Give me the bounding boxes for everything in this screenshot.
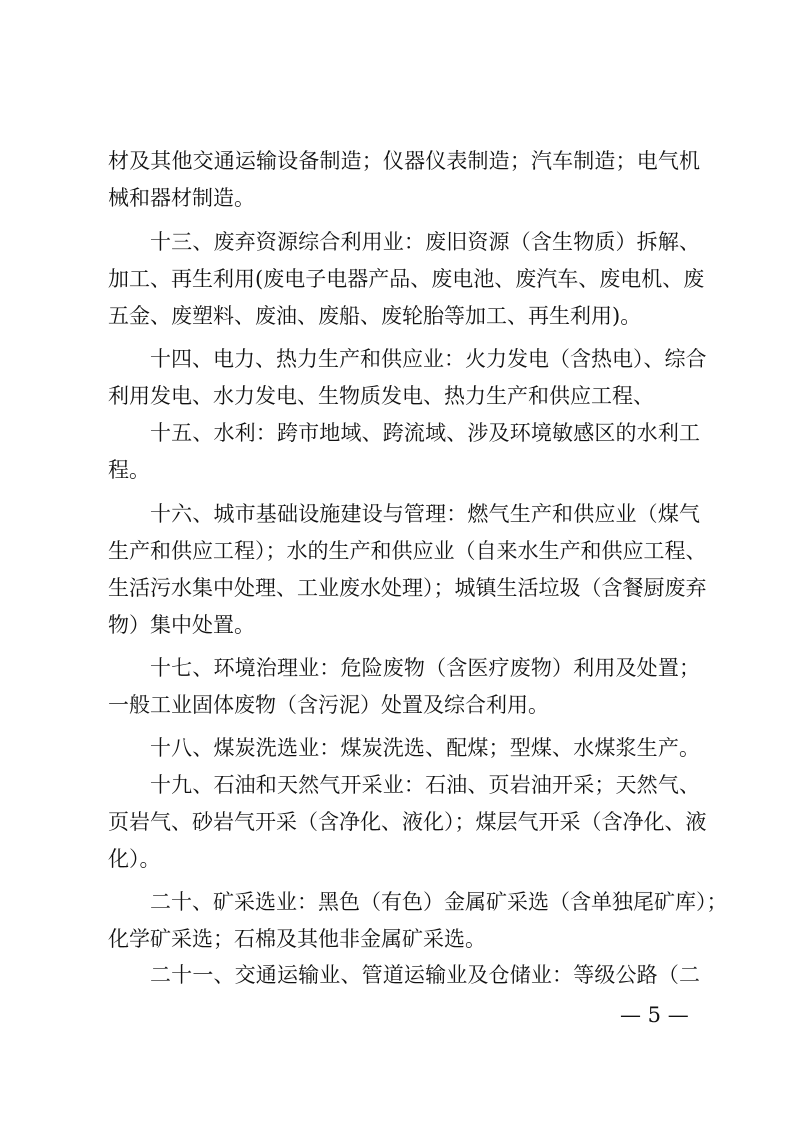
- text-line: 利用发电、水力发电、生物质发电、热力生产和供应工程、: [108, 384, 654, 408]
- text-line: 生活污水集中处理、工业废水处理）；城镇生活垃圾（含餐厨废弃: [108, 576, 707, 600]
- text-line: 十四、电力、热力生产和供应业：火力发电（含热电）、综合: [150, 347, 707, 371]
- text-line: 一般工业固体废物（含污泥）处置及综合利用。: [108, 693, 549, 717]
- text-line: 材及其他交通运输设备制造；仪器仪表制造；汽车制造；电气机: [108, 149, 700, 173]
- text-line: 十五、水利：跨市地域、跨流域、涉及环境敏感区的水利工: [150, 421, 700, 445]
- text-line: 十六、城市基础设施建设与管理：燃气生产和供应业（煤气: [150, 502, 700, 526]
- text-line: 化学矿采选；石棉及其他非金属矿采选。: [108, 927, 486, 951]
- text-line: 加工、再生利用(废电子电器产品、废电池、废汽车、废电机、废: [108, 267, 705, 291]
- text-line: 十七、环境治理业：危险废物（含医疗废物）利用及处置；: [150, 656, 700, 680]
- text-line: 械和器材制造。: [108, 186, 255, 210]
- text-line: 页岩气、砂岩气开采（含净化、液化）；煤层气开采（含净化、液: [108, 810, 707, 834]
- text-line: 五金、废塑料、废油、废船、废轮胎等加工、再生利用)。: [108, 304, 642, 328]
- text-line: 程。: [108, 458, 150, 482]
- text-line: 十八、煤炭洗选业：煤炭洗选、配煤；型煤、水煤浆生产。: [150, 736, 700, 760]
- text-line: 十九、石油和天然气开采业：石油、页岩油开采；天然气、: [150, 773, 700, 797]
- text-line: 二十一、交通运输业、管道运输业及仓储业：等级公路（二: [150, 963, 700, 987]
- text-line: 二十、矿采选业：黑色（有色）金属矿采选（含单独尾矿库）；: [150, 890, 728, 914]
- text-line: 十三、废弃资源综合利用业：废旧资源（含生物质）拆解、: [150, 230, 700, 254]
- text-line: 生产和供应工程）；水的生产和供应业（自来水生产和供应工程、: [108, 539, 707, 563]
- text-line: 化）。: [108, 847, 161, 871]
- page-number: — 5 —: [620, 1003, 689, 1027]
- text-line: 物）集中处置。: [108, 613, 255, 637]
